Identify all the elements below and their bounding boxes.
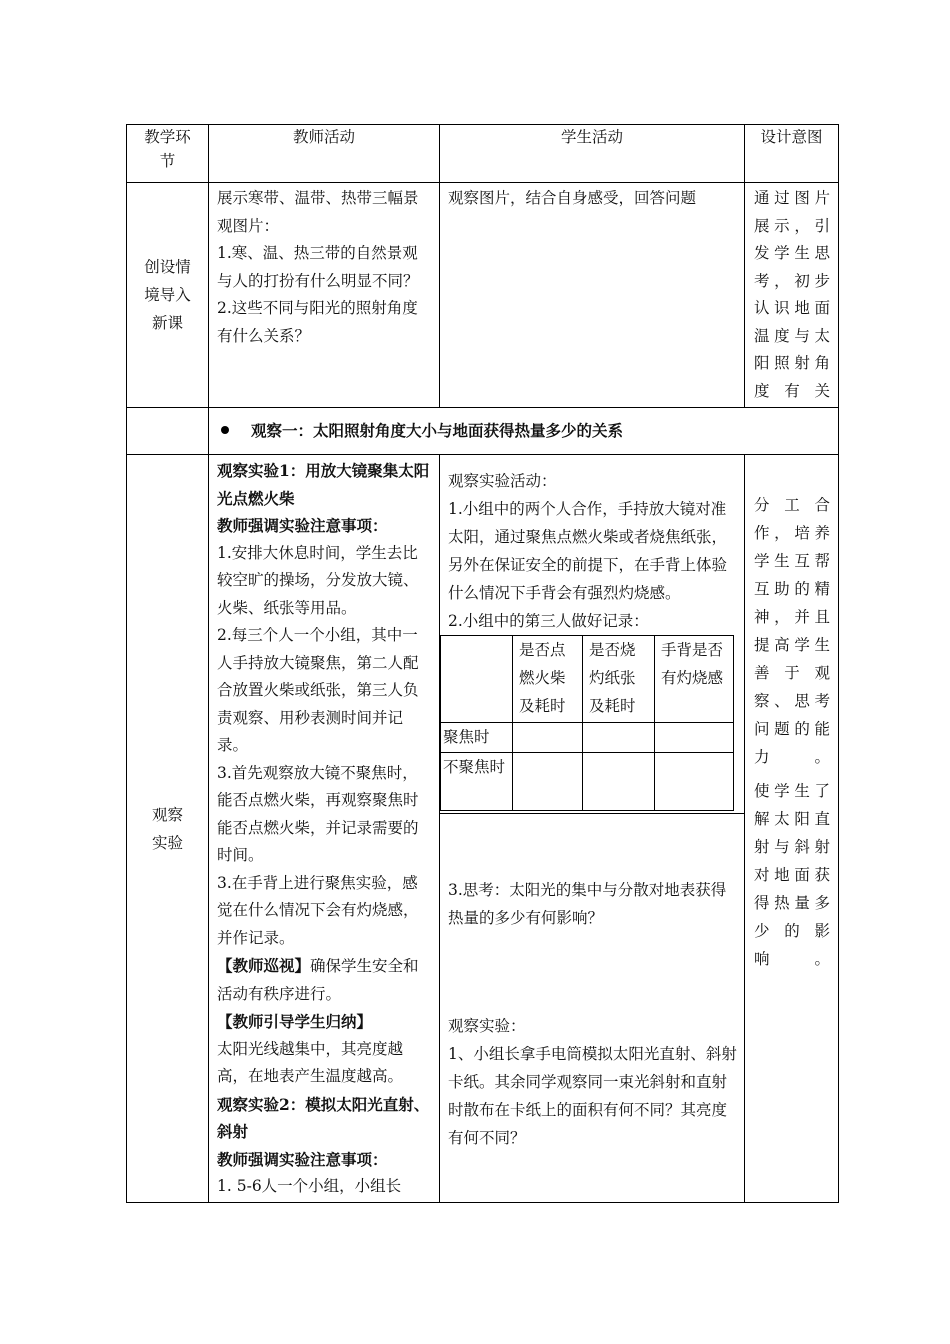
record-cell <box>513 753 583 811</box>
patrol-text: 确保学生安全和活动有秩序进行。 <box>217 957 419 1003</box>
record-header-cell: 手背是否有灼烧感 <box>655 636 734 723</box>
notes-title: 教师强调实验注意事项： <box>217 1149 388 1169</box>
student-item: 1、小组长拿手电筒模拟太阳光直射、斜射卡纸。其余同学观察同一束光斜射和直射时散布在卡纸上的面积有何不同？其亮度有何不同？ <box>448 1045 737 1147</box>
teacher-item: 2.每三个人一个小组，其中一人手持放大镜聚焦，第二人配合放置火柴或纸张，第三人负责观察、用秒表测时间并记录。 <box>217 626 419 754</box>
header-row <box>127 125 839 183</box>
record-cell <box>583 753 655 811</box>
guide-tag: 【教师引导学生归纳】 <box>217 1012 373 1031</box>
design-text: 使学生了解太阳直射与斜射对地面获得热量多少的影响。 <box>754 782 830 968</box>
record-row-label: 不聚焦时 <box>441 753 513 811</box>
patrol-tag: 【教师巡视】 <box>217 956 311 975</box>
teacher-item: 1. 5-6人一个小组，小组长 <box>217 1177 402 1195</box>
student-experiment <box>440 455 745 1203</box>
stage-intro: 创设情境导入新课 <box>127 183 209 408</box>
header-design: 设计意图 <box>745 125 839 183</box>
exp2-title: 观察实验2：模拟太阳光直射、斜射 <box>217 1094 430 1141</box>
record-row <box>441 723 734 753</box>
lesson-plan-table <box>126 124 839 1203</box>
teacher-item: 3.首先观察放大镜不聚焦时，能否点燃火柴，再观察聚焦时能否点燃火柴，并记录需要的时间。 <box>217 763 419 864</box>
activity-title: 观察实验活动： <box>448 472 557 490</box>
student-item: 1.小组中的两个人合作，手持放大镜对准太阳，通过聚焦点燃火柴或者烧焦纸张，另外在保证安全的前提下，在手背上体验什么情况下手背会有强烈灼烧感。 <box>448 500 728 602</box>
teacher-item: 1.安排大休息时间，学生去比较空旷的操场，分发放大镜、火柴、纸张等用品。 <box>217 543 419 617</box>
design-text: 分工合作，培养学生互帮互助的精神，并且提高学生善于观察、思考问题的能力。 <box>754 496 830 766</box>
record-cell <box>655 723 734 753</box>
header-student: 学生活动 <box>440 125 745 183</box>
teacher-intro-line: 2.这些不同与阳光的照射角度有什么关系？ <box>217 299 418 345</box>
student-item: 2.小组中的第三人做好记录： <box>448 612 649 630</box>
exp1-title: 观察实验1：用放大镜聚集太阳光点燃火柴 <box>217 461 430 508</box>
record-header-cell: 是否烧灼纸张及耗时 <box>583 636 655 723</box>
record-table <box>440 635 734 811</box>
record-header-cell <box>441 636 513 723</box>
exp-title: 观察实验： <box>448 1017 526 1035</box>
student-intro: 观察图片，结合自身感受，回答问题 <box>440 183 745 408</box>
record-cell <box>583 723 655 753</box>
stage-experiment: 观察实验 <box>127 455 209 1203</box>
design-intro: 通过图片展示，引发学生思考，初步认识地面温度与太阳照射角度有关 <box>745 183 839 408</box>
teacher-intro <box>209 183 440 408</box>
section-blank <box>127 408 209 455</box>
record-header-row <box>441 636 734 723</box>
section-title: 观察一：太阳照射角度大小与地面获得热量多少的关系 <box>209 408 839 455</box>
section-row <box>127 408 839 455</box>
row-intro <box>127 183 839 408</box>
header-teacher: 教师活动 <box>209 125 440 183</box>
row-experiment <box>127 455 839 1203</box>
bullet-icon <box>221 426 229 434</box>
header-stage: 教学环节 <box>127 125 209 183</box>
student-item: 3.思考：太阳光的集中与分散对地表获得热量的多少有何影响？ <box>448 881 727 927</box>
teacher-intro-line: 展示寒带、温带、热带三幅景观图片： <box>217 189 419 235</box>
notes-title: 教师强调实验注意事项： <box>217 516 388 535</box>
record-row-label: 聚焦时 <box>441 723 513 753</box>
record-header-cell: 是否点燃火柴及耗时 <box>513 636 583 723</box>
guide-text: 太阳光线越集中，其亮度越高，在地表产生温度越高。 <box>217 1039 404 1085</box>
record-cell <box>513 723 583 753</box>
record-row <box>441 753 734 811</box>
teacher-item: 3.在手背上进行聚焦实验，感觉在什么情况下会有灼烧感，并作记录。 <box>217 873 419 947</box>
record-cell <box>655 753 734 811</box>
teacher-intro-line: 1.寒、温、热三带的自然景观与人的打扮有什么明显不同？ <box>217 244 419 290</box>
teacher-experiment <box>209 455 440 1203</box>
design-experiment <box>745 455 839 1203</box>
